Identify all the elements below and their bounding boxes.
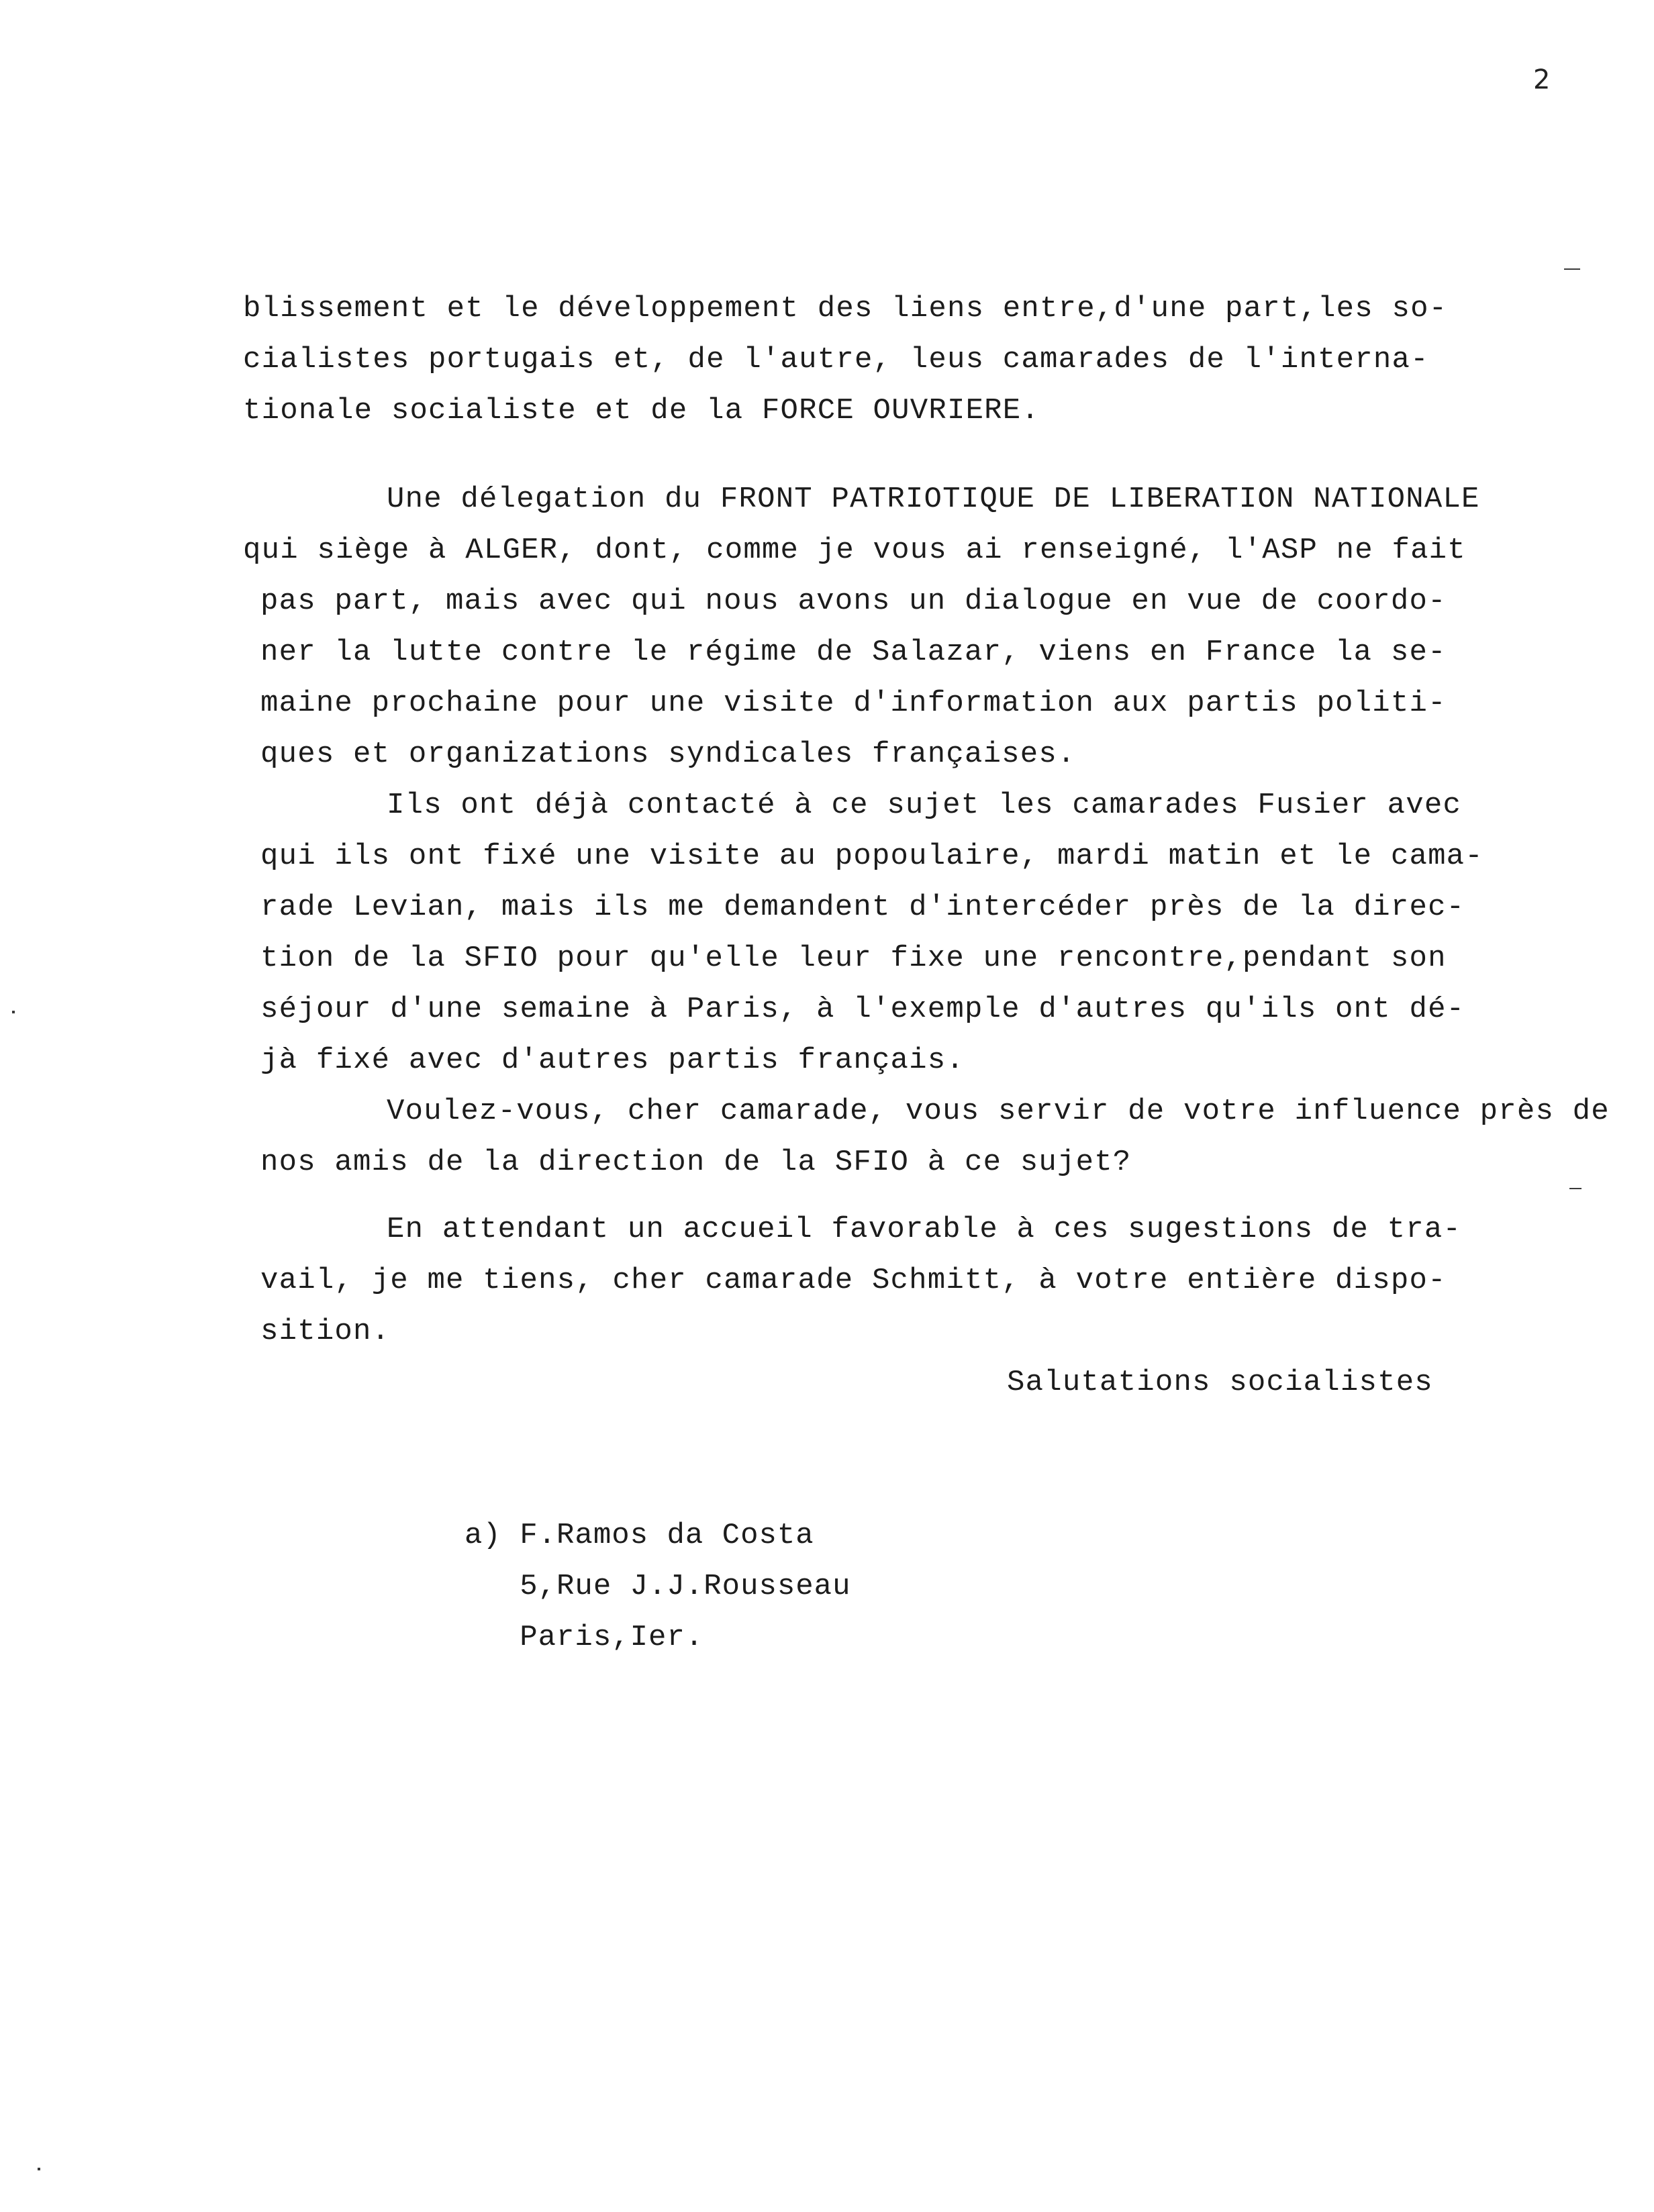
text-line: nos amis de la direction de la SFIO à ce sujet?	[260, 1146, 1132, 1179]
text-line: qui ils ont fixé une visite au popoulaire, mardi matin et le cama-	[260, 840, 1483, 873]
scan-mark	[12, 1011, 15, 1013]
text-line: vail, je me tiens, cher camarade Schmitt, à votre entière dispo-	[260, 1264, 1447, 1297]
page-number: 2	[1533, 64, 1551, 95]
text-line: pas part, mais avec qui nous avons un dialogue en vue de coordo-	[260, 585, 1447, 618]
text-line: En attendant un accueil favorable à ces sugestions de tra-	[387, 1213, 1462, 1246]
text-line: Voulez-vous, cher camarade, vous servir de votre influence près de	[387, 1095, 1610, 1128]
text-line: Ils ont déjà contacté à ce sujet les camarades Fusier avec	[387, 789, 1462, 822]
text-line: ner la lutte contre le régime de Salazar, viens en France la se-	[260, 636, 1447, 669]
scan-mark	[38, 2168, 40, 2170]
text-line: séjour d'une semaine à Paris, à l'exemple d'autres qu'ils ont dé-	[260, 993, 1465, 1026]
text-line: blissement et le développement des liens entre,d'une part,les so-	[243, 292, 1448, 325]
scan-mark	[1564, 268, 1580, 270]
text-line: qui siège à ALGER, dont, comme je vous ai renseigné, l'ASP ne fait	[243, 534, 1466, 567]
scan-mark	[1569, 1188, 1582, 1189]
signature-line: Paris,Ier.	[465, 1621, 704, 1654]
text-line: rade Levian, mais ils me demandent d'intercéder près de la direc-	[260, 891, 1465, 924]
text-line: jà fixé avec d'autres partis français.	[260, 1044, 965, 1077]
text-line: ques et organizations syndicales françaises.	[260, 738, 1076, 771]
text-line: sition.	[260, 1315, 391, 1348]
text-line: tion de la SFIO pour qu'elle leur fixe une rencontre,pendant son	[260, 942, 1447, 975]
text-line: cialistes portugais et, de l'autre, leus camarades de l'interna-	[243, 343, 1429, 376]
closing-salutation: Salutations socialistes	[1007, 1366, 1433, 1399]
text-line: Une délegation du FRONT PATRIOTIQUE DE LIBERATION NATIONALE	[387, 483, 1480, 516]
text-line: tionale socialiste et de la FORCE OUVRIERE.	[243, 394, 1040, 428]
signature-line: 5,Rue J.J.Rousseau	[465, 1570, 851, 1603]
signature-line: a) F.Ramos da Costa	[465, 1519, 814, 1552]
text-line: maine prochaine pour une visite d'information aux partis politi-	[260, 687, 1447, 720]
